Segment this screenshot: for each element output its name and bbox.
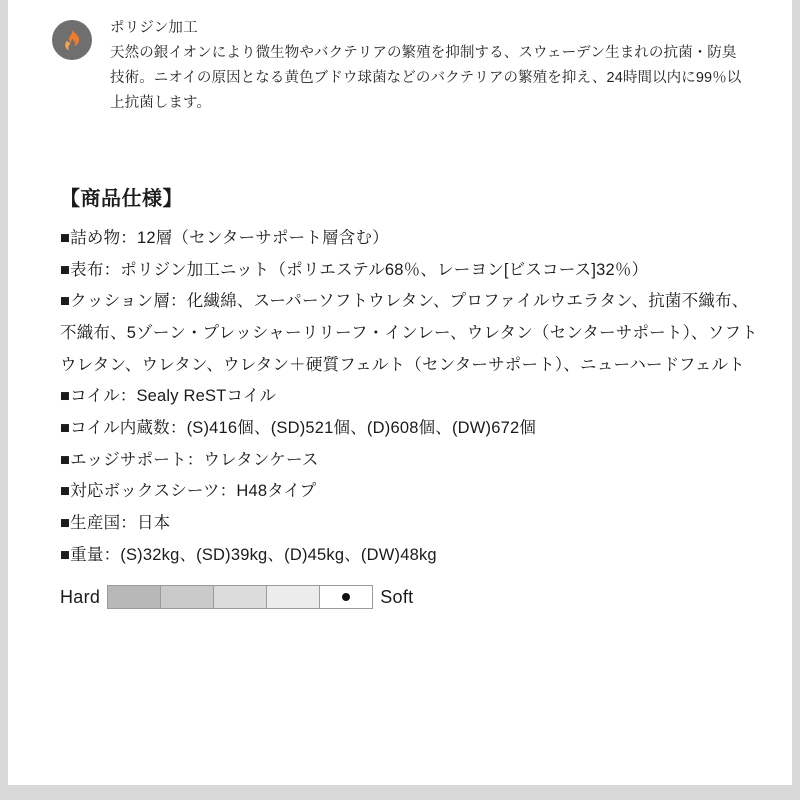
hardness-scale-soft-label: Soft (380, 586, 414, 607)
spec-line-coil: ■コイル：Sealy ReSTコイル (60, 387, 277, 406)
spec-line-filling: ■詰め物：12層（センターサポート層含む） (60, 229, 389, 247)
product-spec-section (60, 182, 760, 571)
spec-line-coil-count: ■コイル内蔵数：(S)416個、(SD)521個、(D)608個、(DW)672個 (60, 419, 537, 438)
spec-line-edge-support: ■エッジサポート：ウレタンケース (60, 450, 319, 469)
hardness-scale-bar (107, 585, 373, 609)
scale-cell-5 (320, 586, 372, 608)
spec-line-box-sheet: ■対応ボックスシーツ：H48タイプ (60, 482, 317, 501)
scale-cell-1 (108, 586, 161, 608)
polygiene-text (110, 18, 750, 116)
hardness-scale-hard-label: Hard (60, 586, 101, 607)
polygiene-body: 天然の銀イオンにより微生物やバクテリアの繁殖を抑制する、スウェーデン生まれの抗菌・防臭技術。ニオイの原因となる黄色ブドウ球菌などのバクテリアの繁殖を抑え、24時間以内に99％以上抗菌します。 (110, 44, 742, 111)
hardness-scale (60, 585, 413, 609)
polygiene-section (52, 18, 752, 116)
spec-heading: 【商品仕様】 (60, 188, 183, 210)
scale-cell-2 (161, 586, 214, 608)
flame-icon (52, 20, 92, 60)
document-page (8, 0, 792, 785)
scale-cell-3 (214, 586, 267, 608)
scale-marker-dot (342, 593, 350, 601)
spec-line-country: ■生産国：日本 (60, 514, 171, 533)
polygiene-title: ポリジン加工 (110, 20, 198, 36)
spec-line-fabric: ■表布：ポリジン加工ニット（ポリエステル68％、レーヨン[ビスコース]32％） (60, 260, 649, 279)
scale-cell-4 (267, 586, 320, 608)
spec-line-weight: ■重量：(S)32kg、(SD)39kg、(D)45kg、(DW)48kg (60, 545, 437, 564)
spec-line-cushion-layer: ■クッション層：化繊綿、スーパーソフトウレタン、プロファイルウエラタン、抗菌不織布、不織布、5ゾーン・プレッシャーリリーフ・インレー、ウレタン（センターサポート）、ソフトウレタン、ウレタン、ウレタン＋硬質フェルト（センターサポート）、ニューハードフェルト (60, 292, 758, 374)
